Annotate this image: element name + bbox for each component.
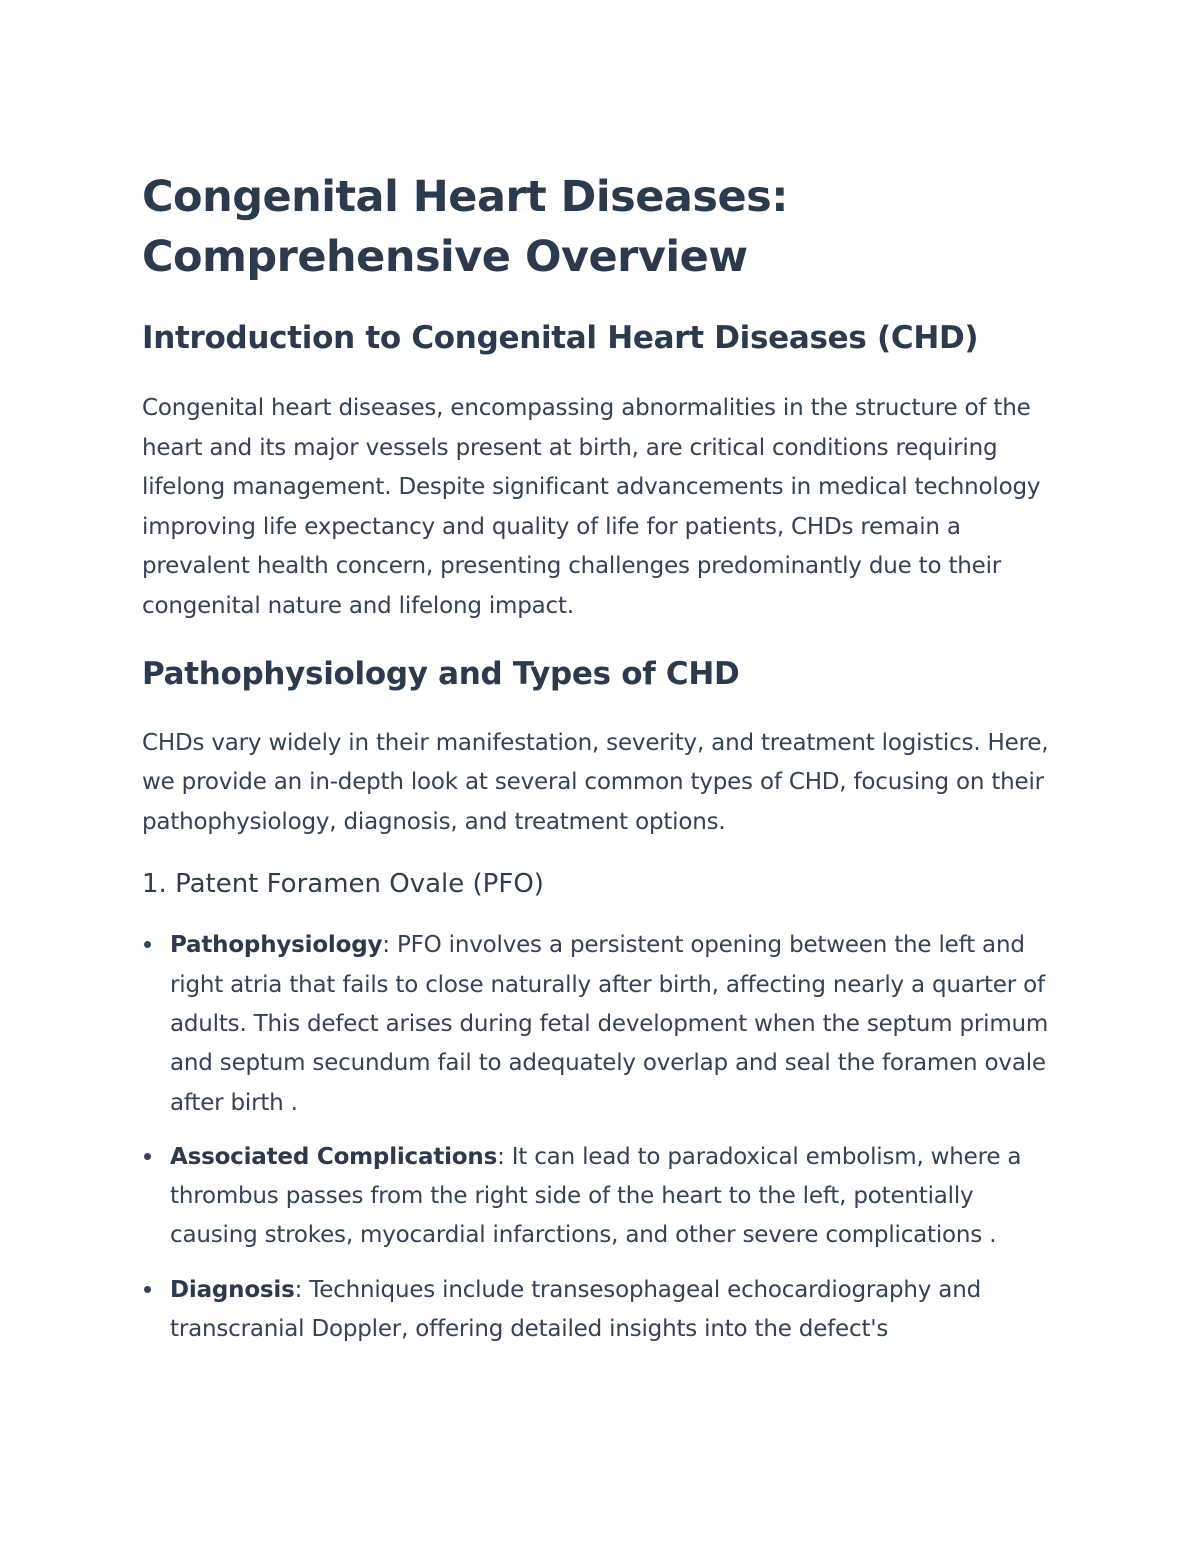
bullet-dot-icon xyxy=(144,1153,151,1160)
pfo-bullet-list xyxy=(142,926,1062,1349)
pathophysiology-heading: Pathophysiology and Types of CHD xyxy=(142,655,740,692)
bullet-text: : PFO involves a persistent opening between the left and right atria that fails to close naturally after birth, affecting nearly a quarter of adults. This defect arises during fetal development when the septum primum and septum secundum fail to adequately overlap and seal the foramen ovale after birth . xyxy=(170,932,1049,1116)
pfo-bullet-diagnosis xyxy=(142,1271,1062,1350)
pathophysiology-paragraph: CHDs vary widely in their manifestation, severity, and treatment logistics. Here, we provide an in-depth look at several common types of CHD, focusing on their pathophysiology, diagnosis, and treatment options. xyxy=(142,729,1049,835)
bullet-term: Diagnosis xyxy=(170,1276,295,1303)
bullet-text: : Techniques include transesophageal echocardiography and transcranial Doppler, offering detailed insights into the defect's xyxy=(170,1276,981,1343)
bullet-dot-icon xyxy=(144,941,151,948)
document-title-line-1: Congenital Heart Diseases: xyxy=(142,172,788,222)
bullet-dot-icon xyxy=(144,1286,151,1293)
intro-heading: Introduction to Congenital Heart Diseases (CHD) xyxy=(142,320,979,356)
document-title-line-2: Comprehensive Overview xyxy=(142,232,748,282)
pfo-heading: 1. Patent Foramen Ovale (PFO) xyxy=(142,869,544,900)
bullet-term: Associated Complications xyxy=(170,1143,498,1170)
bullet-term: Pathophysiology xyxy=(170,932,383,959)
document-page xyxy=(142,167,1062,1349)
bullet-text: : It can lead to paradoxical embolism, where a thrombus passes from the right side of the heart to the left, potentially causing strokes, myocardial infarctions, and other severe complications . xyxy=(170,1143,1022,1249)
document-title xyxy=(142,167,1062,287)
pfo-bullet-pathophysiology xyxy=(142,926,1062,1122)
pfo-bullet-complications xyxy=(142,1138,1062,1256)
intro-paragraph: Congenital heart diseases, encompassing abnormalities in the structure of the heart and its major vessels present at birth, are critical conditions requiring lifelong management. Despite significant advancements in medical technology improving life expectancy and quality of life for patients, CHDs remain a prevalent health concern, presenting challenges predominantly due to their congenital nature and lifelong impact. xyxy=(142,395,1041,619)
